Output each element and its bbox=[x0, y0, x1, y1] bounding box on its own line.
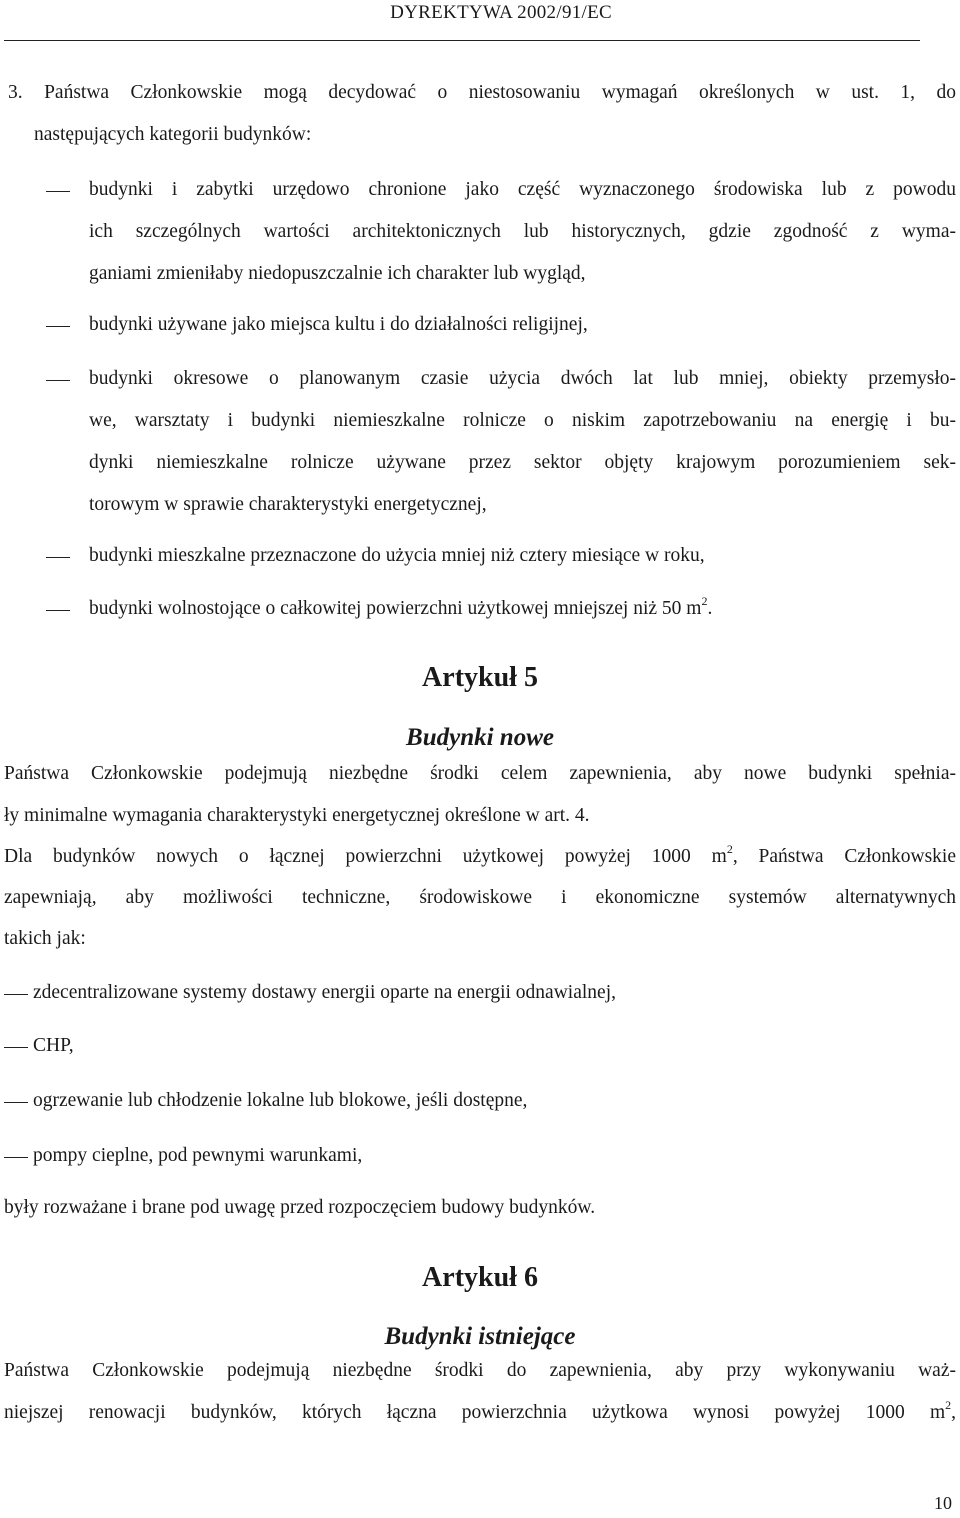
art5-p1-line1: Państwa Członkowskie podejmują niezbędne środki celem zapewnienia, aby nowe budynki spełnia- bbox=[4, 763, 956, 784]
article-5-heading: Artykuł 5 bbox=[422, 662, 538, 693]
superscript: 2 bbox=[701, 594, 708, 608]
dash-marker bbox=[4, 1157, 28, 1158]
art5-closing: były rozważane i brane pod uwagę przed rozpoczęciem budowy budynków. bbox=[4, 1197, 596, 1218]
header-rule bbox=[4, 40, 920, 41]
art5-list-item1: zdecentralizowane systemy dostawy energii oparte na energii odnawialnej, bbox=[33, 982, 616, 1003]
list1-item1-line2: ich szczególnych wartości architektonicznych lub historycznych, gdzie zgodność z wyma- bbox=[89, 221, 956, 242]
list1-item5-text: budynki wolnostojące o całkowitej powierzchni użytkowej mniejszej niż 50 m bbox=[89, 598, 702, 619]
dash-marker bbox=[4, 994, 28, 995]
list1-item1-line3: ganiami zmieniłaby niedopuszczalnie ich charakter lub wygląd, bbox=[89, 263, 586, 284]
list1-item4: budynki mieszkalne przeznaczone do użycia mniej niż cztery miesiące w roku, bbox=[89, 545, 705, 566]
art5-p1-line2: ły minimalne wymagania charakterystyki energetycznej określone w art. 4. bbox=[4, 805, 590, 826]
list1-item2: budynki używane jako miejsca kultu i do działalności religijnej, bbox=[89, 314, 588, 335]
dash-marker bbox=[46, 191, 70, 192]
list1-item3-line1: budynki okresowe o planowanym czasie użycia dwóch lat lub mniej, obiekty przemysło- bbox=[89, 368, 956, 389]
art5-list-item4: pompy cieplne, pod pewnymi warunkami, bbox=[33, 1145, 363, 1166]
dash-marker bbox=[4, 1102, 28, 1103]
list1-item3-line4: torowym w sprawie charakterystyki energetycznej, bbox=[89, 494, 487, 515]
list1-item3-line2: we, warsztaty i budynki niemieszkalne rolnicze o niskim zapotrzebowaniu na energię i bu- bbox=[89, 410, 956, 431]
list1-item3-line3: dynki niemieszkalne rolnicze używane przez sektor objęty krajowym porozumieniem sek- bbox=[89, 452, 956, 473]
article-6-subheading: Budynki istniejące bbox=[384, 1323, 576, 1350]
dash-marker bbox=[46, 380, 70, 381]
article-6-heading: Artykuł 6 bbox=[422, 1262, 538, 1293]
list1-item1-line1: budynki i zabytki urzędowo chronione jako część wyznaczonego środowiska lub z powodu bbox=[89, 179, 956, 200]
art5-p2-line2: zapewniają, aby możliwości techniczne, środowiskowe i ekonomiczne systemów alternatywnych bbox=[4, 887, 956, 908]
art5-p2-line3: takich jak: bbox=[4, 928, 86, 949]
art5-list-item3: ogrzewanie lub chłodzenie lokalne lub blokowe, jeśli dostępne, bbox=[33, 1090, 528, 1111]
art5-p2-line1 bbox=[4, 836, 956, 878]
art6-line2-a: niejszej renowacji budynków, których łączna powierzchnia użytkowa wynosi powyżej 1000 m bbox=[4, 1402, 946, 1423]
dash-marker bbox=[46, 610, 70, 611]
article-5-subheading: Budynki nowe bbox=[406, 724, 554, 751]
dash-marker bbox=[46, 326, 70, 327]
running-header bbox=[40, 2, 920, 24]
art5-p2-line1-a: Dla budynków nowych o łącznej powierzchni użytkowej powyżej 1000 m bbox=[4, 846, 727, 867]
art6-line2 bbox=[4, 1392, 956, 1434]
page-number: 10 bbox=[934, 1493, 952, 1513]
dash-marker bbox=[4, 1047, 28, 1048]
art6-line2-b: , bbox=[951, 1402, 956, 1423]
list1-item5-end: . bbox=[707, 598, 713, 619]
art5-list-item2: CHP, bbox=[33, 1035, 74, 1056]
dash-marker bbox=[46, 557, 70, 558]
superscript: 2 bbox=[945, 1398, 952, 1412]
art6-line1: Państwa Członkowskie podejmują niezbędne środki do zapewnienia, aby przy wykonywaniu waż- bbox=[4, 1360, 956, 1381]
list1-item5 bbox=[89, 588, 712, 630]
superscript: 2 bbox=[726, 842, 733, 856]
para3-line1: 3. Państwa Członkowskie mogą decydować o niestosowaniu wymagań określonych w ust. 1, do bbox=[8, 82, 956, 103]
para3-line2: następujących kategorii budynków: bbox=[34, 124, 312, 145]
art5-p2-line1-b: , Państwa Członkowskie bbox=[732, 846, 956, 867]
header-title: DYREKTYWA 2002/91/EC bbox=[390, 2, 612, 23]
